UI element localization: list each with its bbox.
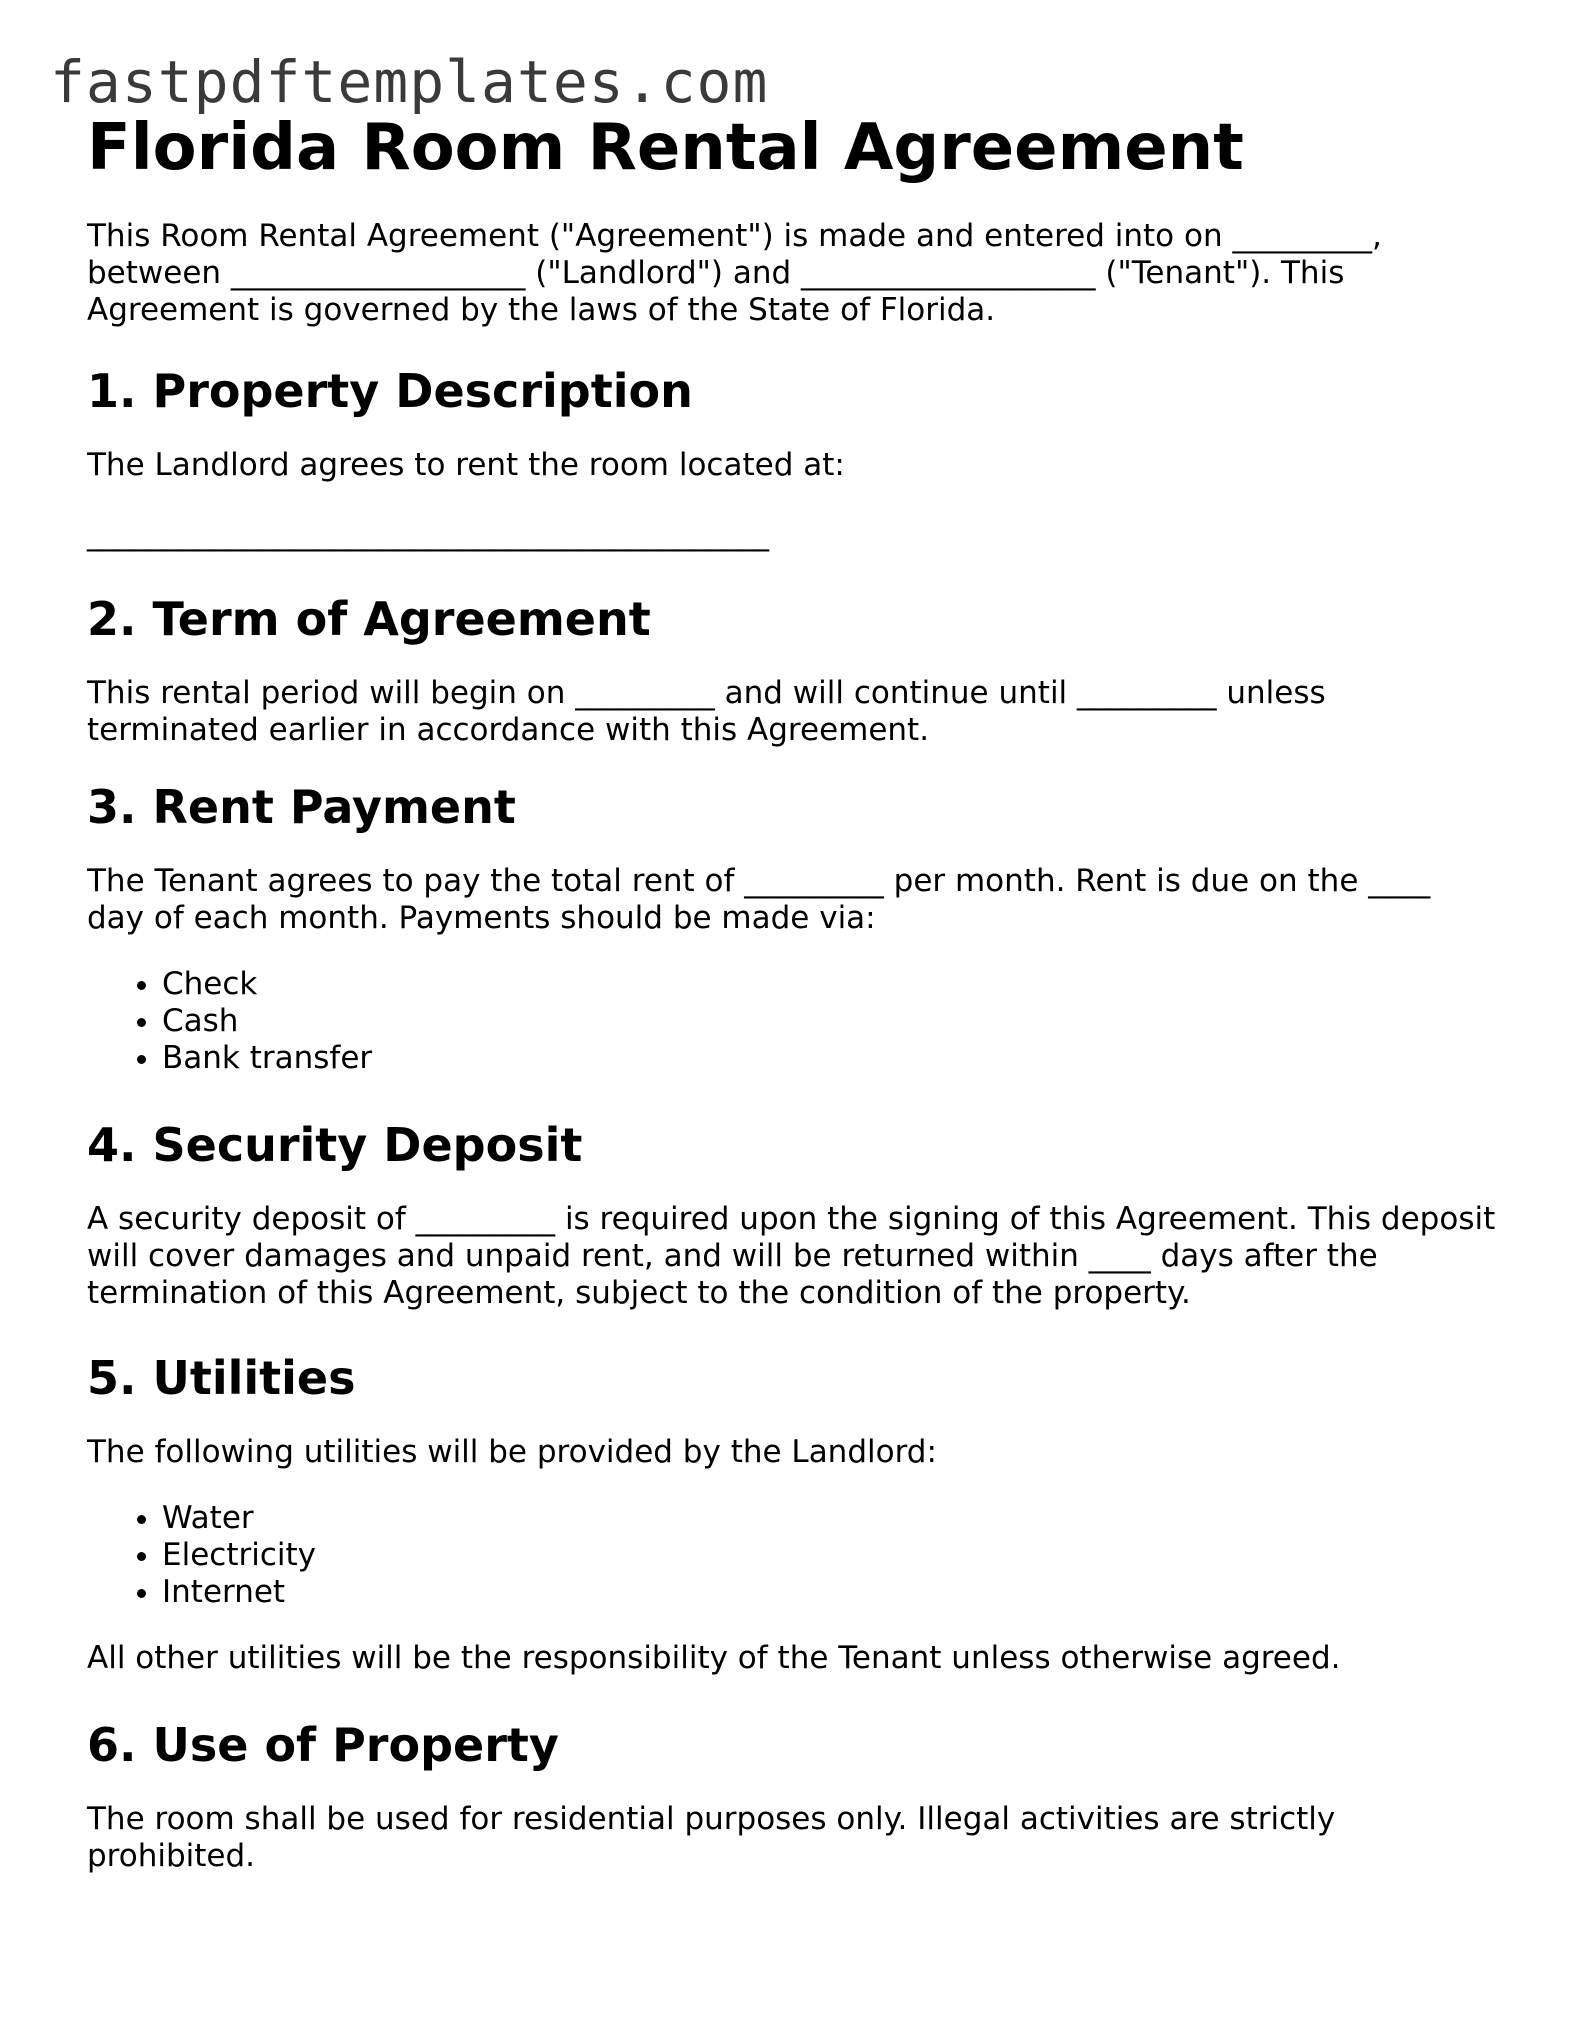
section-heading-term: 2. Term of Agreement <box>87 592 651 646</box>
address-blank-line: ____________________________________________ <box>87 516 769 552</box>
document-page <box>87 108 1497 1875</box>
payment-methods-list <box>87 966 1497 1077</box>
section-heading-property: 1. Property Description <box>87 364 693 418</box>
utilities-note: All other utilities will be the responsibility of the Tenant unless otherwise agreed. <box>87 1640 1341 1676</box>
utilities-list <box>87 1500 1497 1611</box>
section-heading-deposit: 4. Security Deposit <box>87 1118 583 1172</box>
property-text: The Landlord agrees to rent the room located at: <box>87 447 845 483</box>
list-item: • Internet <box>162 1574 1497 1611</box>
section-heading-use: 6. Use of Property <box>87 1718 559 1772</box>
section-heading-utilities: 5. Utilities <box>87 1351 356 1405</box>
term-text: This rental period will begin on _________ and will continue until _________ unless terminated earlier in accordance with this Agreement. <box>87 675 1326 748</box>
section-heading-rent: 3. Rent Payment <box>87 780 516 834</box>
list-item: • Electricity <box>162 1537 1497 1574</box>
list-item: • Bank transfer <box>162 1040 1497 1077</box>
deposit-text: A security deposit of _________ is required upon the signing of this Agreement. This deposit will cover damages and unpaid rent, and will be returned within ____ days after the termination of this Agreement, subject to the condition of the property. <box>87 1201 1496 1311</box>
use-text: The room shall be used for residential purposes only. Illegal activities are strictly prohibited. <box>87 1801 1336 1874</box>
intro-paragraph: This Room Rental Agreement ("Agreement") is made and entered into on _________, between ___________________ ("Landlord") and ___________________ ("Tenant"). This Agreement is governed by the laws of the State of Florida. <box>87 218 1382 328</box>
utilities-text: The following utilities will be provided by the Landlord: <box>87 1434 937 1470</box>
list-item: • Cash <box>162 1003 1497 1040</box>
list-item: • Water <box>162 1500 1497 1537</box>
document-title: Florida Room Rental Agreement <box>87 111 1244 185</box>
watermark: fastpdftemplates.com <box>50 48 769 116</box>
rent-text: The Tenant agrees to pay the total rent of _________ per month. Rent is due on the ____ day of each month. Payments should be made via: <box>87 863 1431 936</box>
list-item: • Check <box>162 966 1497 1003</box>
